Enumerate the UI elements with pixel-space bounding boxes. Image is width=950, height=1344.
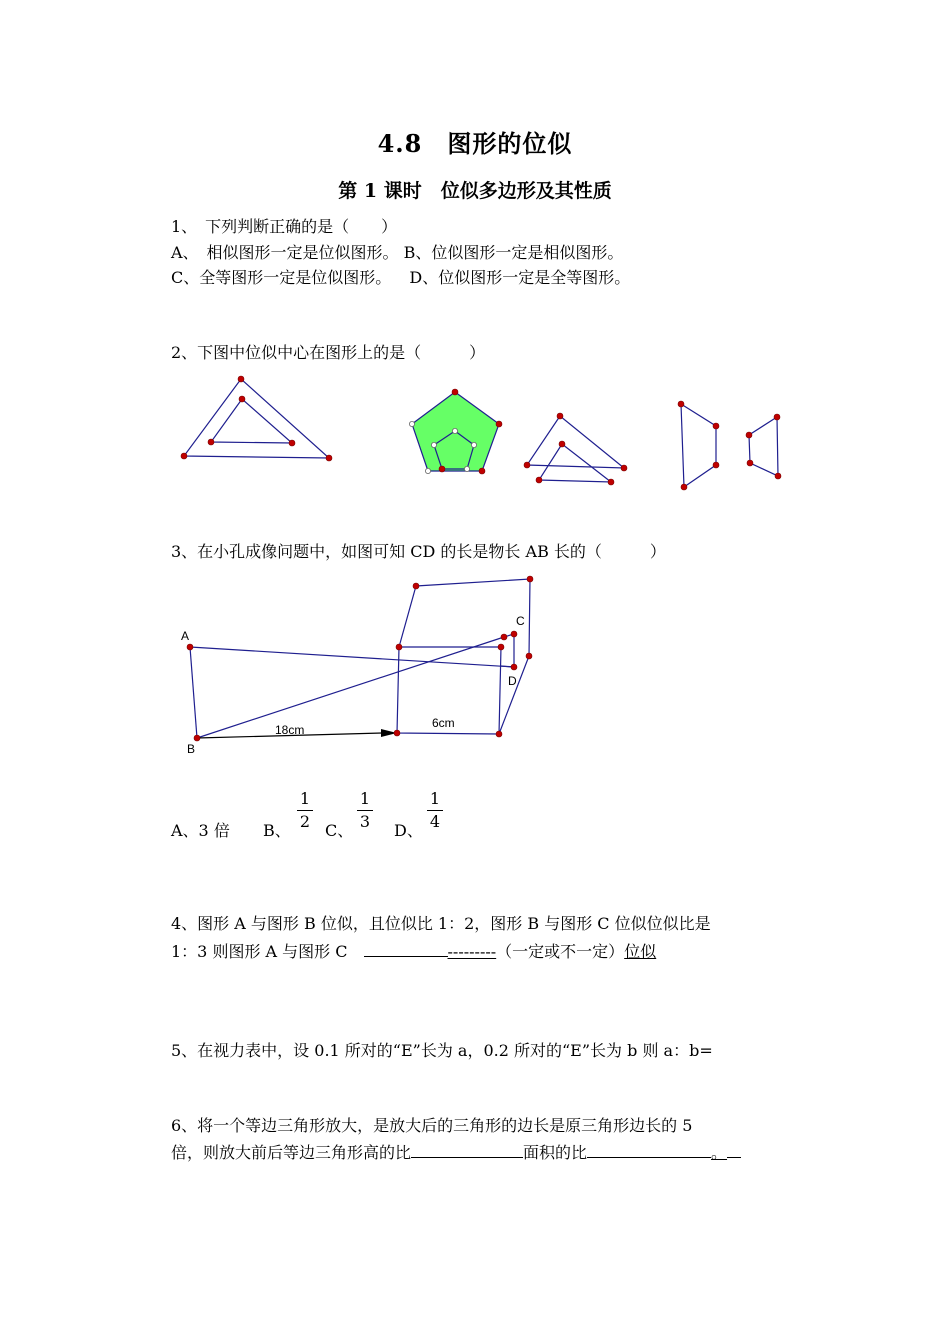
q6-line1: 6、将一个等边三角形放大，是放大后的三角形的边长是原三角形边长的 5 — [171, 1116, 693, 1135]
frac-d-num: 1 — [429, 789, 441, 808]
q2-stem: 2、下图中位似中心在图形上的是（ ） — [171, 343, 486, 362]
q6-line2-end: 。 — [711, 1143, 728, 1162]
q6-height-ratio-blank[interactable] — [411, 1141, 523, 1158]
q4-dash: --------- — [447, 942, 497, 961]
q5-text: 5、在视力表中，设 0.1 所对的“E”长为 a，0.2 所对的“E”长为 b 则 a：b= — [171, 1041, 713, 1060]
frac-c-den: 3 — [359, 812, 371, 831]
label-a: A — [181, 629, 190, 643]
q4-line2-pre: 1：3 则图形 A 与图形 C — [171, 942, 364, 961]
q3-figure-pinhole — [181, 576, 533, 756]
q2-figure-overlap — [524, 413, 627, 485]
frac-d-den: 4 — [429, 812, 441, 831]
label-c: C — [516, 614, 525, 628]
q1-stem: 1、 下列判断正确的是（ ） — [171, 217, 398, 236]
q2-figure-triangles — [181, 376, 332, 461]
frac-c-num: 1 — [359, 789, 371, 808]
label-6cm: 6cm — [432, 716, 455, 730]
label-18cm: 18cm — [275, 723, 305, 737]
q4-answer-blank[interactable] — [364, 940, 448, 957]
page-title: 4.8 图形的位似 — [377, 129, 573, 158]
q3-option-d: D、 — [394, 821, 423, 840]
q4-line2-end: 位似 — [624, 942, 657, 961]
q4-line1: 4、图形 A 与图形 B 位似，且位似比 1：2，图形 B 与图形 C 位似位似比是 — [171, 914, 711, 933]
q3-frac-c — [357, 790, 373, 831]
q3-frac-d — [427, 790, 443, 831]
frac-b-den: 2 — [299, 812, 311, 831]
q6-line2-pre: 倍，则放大前后等边三角形高的比 — [171, 1143, 412, 1162]
q6-end-underline — [727, 1141, 741, 1158]
q3-option-c: C、 — [325, 821, 354, 840]
q4-line2 — [171, 940, 656, 963]
frac-b-num: 1 — [299, 789, 311, 808]
q3-option-a: A、3 倍 — [171, 821, 230, 840]
q4-line2-mid: （一定或不一定） — [496, 942, 625, 961]
q2-figure-trapezoids — [678, 401, 781, 490]
label-d: D — [508, 674, 517, 688]
q1-options-ab: A、 相似图形一定是位似图形。 B、位似图形一定是相似图形。 — [171, 243, 624, 262]
label-b: B — [187, 742, 196, 756]
q2-figure-pentagon — [409, 389, 502, 474]
q6-area-ratio-blank[interactable] — [587, 1141, 711, 1158]
q3-stem: 3、在小孔成像问题中，如图可知 CD 的长是物长 AB 长的（ ） — [171, 542, 666, 561]
q1-options-cd: C、全等图形一定是位似图形。 D、位似图形一定是全等图形。 — [171, 268, 631, 287]
q3-option-b: B、 — [263, 821, 291, 840]
q6-line2 — [171, 1141, 741, 1164]
lesson-subtitle: 第 1 课时 位似多边形及其性质 — [338, 180, 612, 202]
q3-frac-b — [297, 790, 313, 831]
q6-line2-mid: 面积的比 — [523, 1143, 588, 1162]
